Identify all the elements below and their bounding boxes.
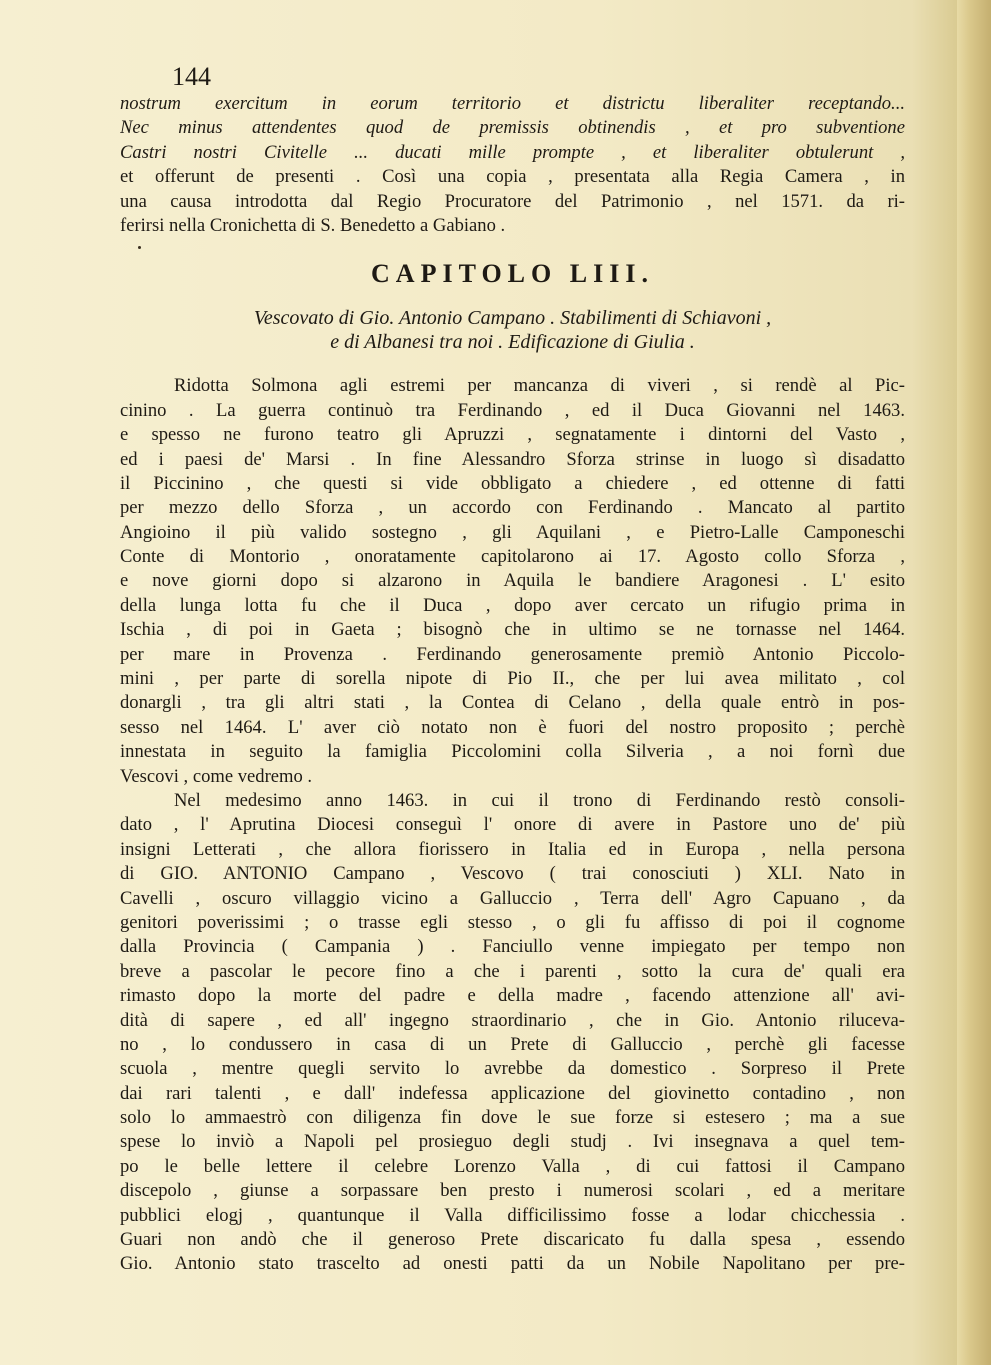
body-line: dato , l' Aprutina Diocesi conseguì l' onore di avere in Pastore uno de' più <box>120 814 905 836</box>
body-line: insigni Letterati , che allora fiorissero in Italia ed in Europa , nella persona <box>120 838 905 860</box>
body-line: di GIO. ANTONIO Campano , Vescovo ( trai conosciuti ) XLI. Nato in <box>120 863 905 885</box>
body-line: e spesso ne furono teatro gli Apruzzi , segnatamente i dintorni del Vasto , <box>120 424 905 446</box>
body-line: mini , per parte di sorella nipote di Pio II., che per lui avea militato , col <box>120 668 905 690</box>
body-line: breve a pascolar le pecore fino a che i parenti , sotto la cura de' quali era <box>120 960 905 982</box>
chapter-subtitle <box>120 306 905 354</box>
body-line: donargli , tra gli altri stati , la Contea di Celano , della quale entrò in pos- <box>120 692 905 714</box>
body-line: cinino . La guerra continuò tra Ferdinando , ed il Duca Giovanni nel 1463. <box>120 399 905 421</box>
body-line: Ridotta Solmona agli estremi per mancanza di viveri , si rendè al Pic- <box>174 375 905 397</box>
body-line: po le belle lettere il celebre Lorenzo Valla , di cui fattosi il Campano <box>120 1155 905 1177</box>
chapter-title: CAPITOLO LIII. <box>371 259 654 289</box>
body-line: no , lo condussero in casa di un Prete di Galluccio , perchè gli facesse <box>120 1033 905 1055</box>
continuation-paragraph <box>120 92 905 238</box>
body-line: dalla Provincia ( Campania ) . Fanciullo venne impiegato per tempo non <box>120 936 905 958</box>
body-line: Angioino il più valido sostegno , gli Aquilani , e Pietro-Lalle Camponeschi <box>120 521 905 543</box>
page-text <box>120 62 905 1277</box>
subtitle-line: Vescovato di Gio. Antonio Campano . Stabilimenti di Schiavoni , <box>253 307 772 330</box>
continuation-line: ferirsi nella Cronichetta di S. Benedetto a Gabiano . <box>120 214 506 236</box>
continuation-line: nostrum exercitum in eorum territorio et districtu liberaliter receptando... <box>120 93 905 114</box>
body-line: discepolo , giunse a sorpassare ben presto i numerosi scolari , ed a meritare <box>120 1180 905 1202</box>
continuation-line: et offerunt de presenti . Così una copia , presentata alla Regia Camera , in <box>120 166 905 188</box>
page-edge-shadow <box>957 0 991 1365</box>
body-line: Vescovi , come vedremo . <box>120 765 313 787</box>
body-line: pubblici elogj , quantunque il Valla difficilissimo fosse a lodar chicchessia . <box>120 1204 905 1226</box>
body-line: spese lo inviò a Napoli pel prosieguo degli studj . Ivi insegnava a quel tem- <box>120 1131 905 1153</box>
body-line: rimasto dopo la morte del padre e della madre , facendo attenzione all' avi- <box>120 985 905 1007</box>
body-line: Cavelli , oscuro villaggio vicino a Galluccio , Terra dell' Agro Capuano , da <box>120 887 905 909</box>
body-line: solo lo ammaestrò con diligenza fin dove le sue forze si estesero ; ma a sue <box>120 1107 905 1129</box>
body-line: ed i paesi de' Marsi . In fine Alessandro Sforza strinse in luogo sì disadatto <box>120 448 905 470</box>
continuation-line: Castri nostri Civitelle ... ducati mille prompte , et liberaliter obtulerunt , <box>120 141 905 163</box>
continuation-line: Nec minus attendentes quod de premissis obtinendis , et pro subventione <box>120 117 905 139</box>
body-line: Conte di Montorio , onoratamente capitolarono ai 17. Agosto collo Sforza , <box>120 546 905 568</box>
body-line: per mare in Provenza . Ferdinando generosamente premiò Antonio Piccolo- <box>120 643 905 665</box>
subtitle-line: e di Albanesi tra noi . Edificazione di Giulia . <box>330 331 695 354</box>
body-line: genitori poverissimi ; o trasse egli stesso , o gli fu affisso di poi il cognome <box>120 911 905 933</box>
body-line: dai rari talenti , e dall' indefessa applicazione del giovinetto contadino , non <box>120 1082 905 1104</box>
body-line: innestata in seguito la famiglia Piccolomini colla Silveria , a noi fornì due <box>120 741 905 763</box>
body-line: dità di sapere , ed all' ingegno straordinario , che in Gio. Antonio rilucevа- <box>120 1009 905 1031</box>
continuation-line: una causa introdotta dal Regio Procuratore del Patrimonio , nel 1571. da ri- <box>120 190 905 212</box>
body-line: e nove giorni dopo si alzarono in Aquila le bandiere Aragonesi . L' esito <box>120 570 905 592</box>
page-number: 144 <box>172 62 211 91</box>
body-line: Guari non andò che il generoso Prete discaricato fu dalla spesa , essendo <box>120 1229 905 1251</box>
body-line: scuola , mentre quegli servito lo avrebbe da domestico . Sorpreso il Prete <box>120 1058 905 1080</box>
body-line: della lunga lotta fu che il Duca , dopo aver cercato un rifugio prima in <box>120 594 905 616</box>
body-line: per mezzo dello Sforza , un accordo con Ferdinando . Mancato al partito <box>120 497 905 519</box>
body-line: Ischia , di poi in Gaeta ; bisognò che in ultimo se ne tornasse nel 1464. <box>120 619 905 641</box>
body-line: il Piccinino , che questi si vide obbligato a chiedere , ed ottenne di fatti <box>120 472 905 494</box>
chapter-body <box>120 374 905 1276</box>
body-line: sesso nel 1464. L' aver ciò notato non è fuori del nostro proposito ; perchè <box>120 716 905 738</box>
body-line: Nel medesimo anno 1463. in cui il trono di Ferdinando restò consoli- <box>174 789 905 811</box>
body-line: Gio. Antonio stato trascelto ad onesti patti da un Nobile Napolitano per pre- <box>120 1253 905 1275</box>
